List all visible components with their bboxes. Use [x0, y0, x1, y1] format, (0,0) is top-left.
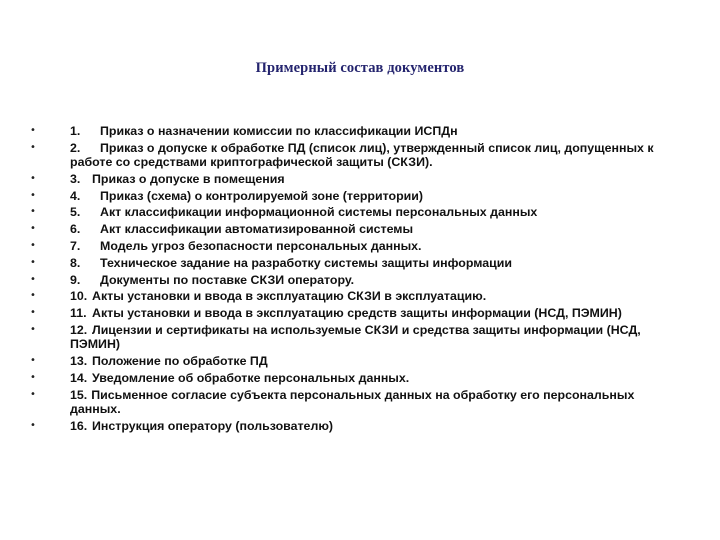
item-text: Приказ (схема) о контролируемой зоне (территории)	[100, 188, 424, 203]
item-text: Техническое задание на разработку системы защиты информации	[100, 255, 512, 270]
bullet-icon: •	[30, 371, 36, 383]
item-text: Инструкция оператору (пользователю)	[92, 418, 334, 433]
bullet-icon: •	[30, 256, 36, 268]
bullet-icon: •	[30, 307, 36, 319]
item-text: Документы по поставке СКЗИ оператору.	[100, 272, 355, 287]
item-number: 4.	[70, 188, 81, 203]
bullet-icon: •	[30, 125, 36, 136]
item-text: Модель угроз безопасности персональных данных.	[100, 239, 422, 254]
item-number: 8.	[70, 255, 81, 270]
bullet-icon: •	[30, 189, 36, 201]
list-item	[30, 354, 670, 368]
item-number: 2.	[70, 140, 81, 155]
bullet-icon: •	[30, 240, 36, 252]
list-item	[30, 306, 670, 320]
item-number: 7.	[70, 239, 81, 254]
item-text: Лицензии и сертификаты на используемые СКЗИ и средства защиты информации (НСД, ПЭМИН)	[70, 323, 641, 352]
list-item	[30, 323, 670, 352]
bullet-icon: •	[30, 290, 36, 302]
item-text: Акт классификации информационной системы персональных данных	[100, 205, 538, 220]
item-number: 13.	[70, 354, 88, 369]
item-text: Акты установки и ввода в эксплуатацию СКЗИ в эксплуатацию.	[92, 289, 487, 304]
document-list	[30, 124, 670, 436]
bullet-icon: •	[30, 206, 36, 218]
item-text: Положение по обработке ПД	[92, 354, 268, 369]
item-text: Акты установки и ввода в эксплуатацию средств защиты информации (НСД, ПЭМИН)	[92, 306, 622, 321]
list-item	[30, 273, 670, 287]
item-text: Акт классификации автоматизированной системы	[100, 222, 414, 237]
list-item	[30, 289, 670, 303]
list-item	[30, 388, 670, 417]
list-item	[30, 205, 670, 219]
list-item	[30, 256, 670, 270]
list-item	[30, 222, 670, 236]
list-item	[30, 124, 670, 138]
list-item	[30, 141, 670, 170]
bullet-icon: •	[30, 172, 36, 184]
list-item	[30, 189, 670, 203]
item-number: 3.	[70, 171, 81, 186]
list-item	[30, 371, 670, 385]
list-item	[30, 172, 670, 186]
item-text: Письменное согласие субъекта персональных данных на обработку его персональных данных.	[70, 387, 635, 417]
item-text: Приказ о допуске к обработке ПД (список лиц), утвержденный список лиц, допущенных к работе со средствами криптографической защиты (СКЗИ).	[70, 140, 654, 170]
item-text: Приказ о назначении комиссии по классификации ИСПДн	[100, 124, 458, 138]
item-number: 15.	[70, 387, 88, 402]
item-text: Уведомление об обработке персональных данных.	[92, 370, 410, 385]
item-number: 12.	[70, 323, 88, 338]
bullet-icon: •	[30, 388, 36, 400]
item-text: Приказ о допуске в помещения	[92, 171, 285, 186]
bullet-icon: •	[30, 355, 36, 367]
bullet-icon: •	[30, 141, 36, 153]
item-number: 9.	[70, 272, 81, 287]
bullet-icon: •	[30, 419, 36, 431]
bullet-icon: •	[30, 223, 36, 235]
bullet-icon: •	[30, 273, 36, 285]
list-item	[30, 239, 670, 253]
list-item	[30, 419, 670, 433]
item-number: 14.	[70, 370, 88, 385]
item-number: 6.	[70, 222, 81, 237]
item-number: 5.	[70, 205, 81, 220]
slide-title: Примерный состав документов	[255, 60, 465, 76]
item-number: 16.	[70, 418, 88, 433]
item-number: 1.	[70, 124, 81, 138]
item-number: 10.	[70, 289, 88, 304]
bullet-icon: •	[30, 324, 36, 336]
item-number: 11.	[70, 306, 87, 321]
